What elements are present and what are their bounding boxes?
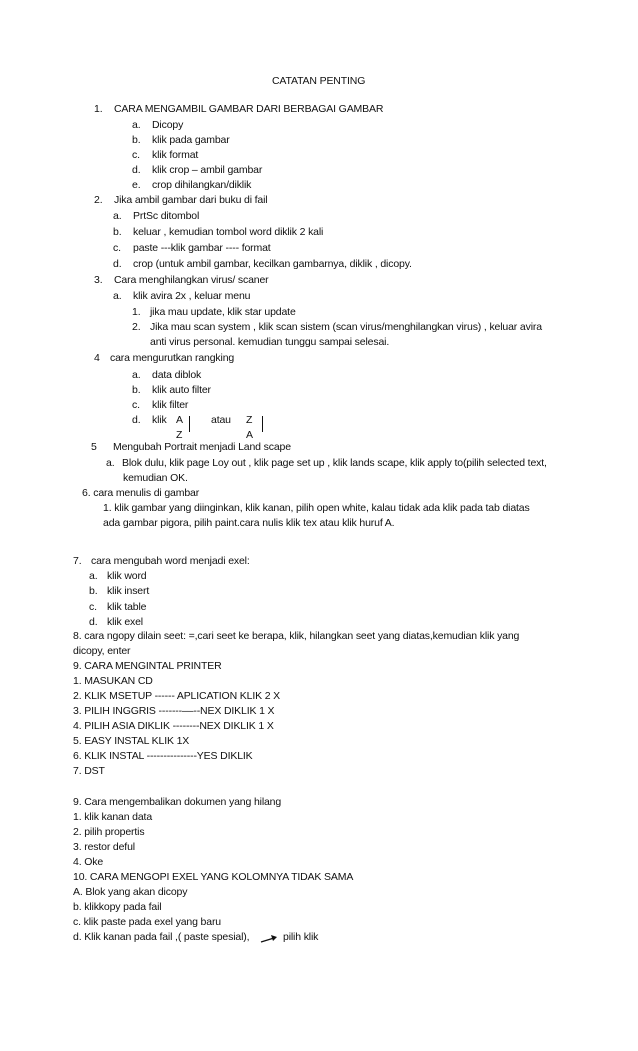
body-line: b. klikkopy pada fail bbox=[73, 901, 162, 913]
list-text: keluar , kemudian tombol word diklik 2 kali bbox=[133, 226, 324, 238]
body-line: 9. CARA MENGINTAL PRINTER bbox=[73, 660, 222, 672]
list-marker: 1. bbox=[132, 306, 141, 318]
body-line: 4. Oke bbox=[73, 856, 104, 868]
list-text: Blok dulu, klik page Loy out , klik page set up , klik lands scape, klik apply to(pilih selected text, bbox=[122, 457, 547, 469]
list-marker: e. bbox=[132, 179, 141, 191]
body-line: 4. PILIH ASIA DIKLIK --------NEX DIKLIK 1 X bbox=[73, 720, 274, 732]
sort-item bbox=[132, 413, 332, 443]
body-line: 8. cara ngopy dilain seet: =,cari seet ke berapa, klik, hilangkan seet yang diatas,kemudian klik yang bbox=[73, 630, 520, 642]
body-line: 7. DST bbox=[73, 765, 105, 777]
list-text: kemudian OK. bbox=[123, 472, 188, 484]
body-line: 2. KLIK MSETUP ------ APLICATION KLIK 2 X bbox=[73, 690, 281, 702]
body-line: 5. EASY INSTAL KLIK 1X bbox=[73, 735, 190, 747]
list-marker: c. bbox=[132, 149, 140, 161]
list-marker: d. bbox=[113, 258, 122, 270]
body-line-text: pilih klik bbox=[283, 931, 319, 943]
body-line: 1. MASUKAN CD bbox=[73, 675, 153, 687]
list-marker: b. bbox=[132, 134, 141, 146]
list-text: klik crop – ambil gambar bbox=[152, 164, 263, 176]
list-marker: 3. bbox=[94, 274, 103, 286]
list-text: PrtSc ditombol bbox=[133, 210, 200, 222]
list-marker: c. bbox=[132, 399, 140, 411]
list-marker: d. bbox=[132, 414, 141, 426]
list-text: cara mengurutkan rangking bbox=[110, 352, 235, 364]
list-marker: d. bbox=[89, 616, 98, 628]
sort-or-label: atau bbox=[211, 414, 231, 426]
list-text: anti virus personal. kemudian tunggu sampai selesai. bbox=[150, 336, 390, 348]
list-text: klik auto filter bbox=[152, 384, 211, 396]
list-text: klik word bbox=[107, 570, 147, 582]
body-line: 3. PILIH INGGRIS -------––--NEX DIKLIK 1 X bbox=[73, 705, 275, 717]
body-line: 9. Cara mengembalikan dokumen yang hilang bbox=[73, 796, 282, 808]
list-marker: 7. bbox=[73, 555, 82, 567]
body-line: c. klik paste pada exel yang baru bbox=[73, 916, 221, 928]
list-text: data diblok bbox=[152, 369, 202, 381]
body-line-text: d. Klik kanan pada fail ,( paste spesial), bbox=[73, 931, 250, 943]
body-line: 2. pilih propertis bbox=[73, 826, 145, 838]
list-text: klik pada gambar bbox=[152, 134, 230, 146]
list-marker: a. bbox=[113, 290, 122, 302]
list-marker: d. bbox=[132, 164, 141, 176]
body-line-with-arrow bbox=[73, 930, 403, 946]
list-text: crop dihilangkan/diklik bbox=[152, 179, 252, 191]
list-marker: a. bbox=[113, 210, 122, 222]
body-line: 1. klik kanan data bbox=[73, 811, 153, 823]
list-marker: a. bbox=[89, 570, 98, 582]
list-text: 1. klik gambar yang diinginkan, klik kanan, pilih open white, kalau tidak ada klik pada tab diatas bbox=[103, 502, 530, 514]
list-marker: 5 bbox=[91, 441, 97, 453]
arrow-right-icon bbox=[260, 932, 280, 948]
document-title: CATATAN PENTING bbox=[272, 75, 366, 87]
list-text: Jika ambil gambar dari buku di fail bbox=[114, 194, 268, 206]
list-marker: a. bbox=[132, 119, 141, 131]
list-marker: a. bbox=[106, 457, 115, 469]
list-marker: b. bbox=[113, 226, 122, 238]
list-marker: 2. bbox=[132, 321, 141, 333]
list-marker: b. bbox=[132, 384, 141, 396]
list-marker: a. bbox=[132, 369, 141, 381]
list-text: cara mengubah word menjadi exel: bbox=[91, 555, 250, 567]
body-line: A. Blok yang akan dicopy bbox=[73, 886, 188, 898]
sort-z-top: Z bbox=[246, 414, 253, 426]
sort-a-top: A bbox=[176, 414, 183, 426]
list-marker: 4 bbox=[94, 352, 100, 364]
list-text: CARA MENGAMBIL GAMBAR DARI BERBAGAI GAMBAR bbox=[114, 103, 384, 115]
body-line: 6. KLIK INSTAL ---------------YES DIKLIK bbox=[73, 750, 253, 762]
body-line: dicopy, enter bbox=[73, 645, 131, 657]
list-marker: b. bbox=[89, 585, 98, 597]
list-text: Mengubah Portrait menjadi Land scape bbox=[113, 441, 291, 453]
list-text: ada gambar pigora, pilih paint.cara nulis klik tex atau klik huruf A. bbox=[103, 517, 395, 529]
body-line: 3. restor deful bbox=[73, 841, 135, 853]
list-marker: c. bbox=[113, 242, 121, 254]
list-text: klik exel bbox=[107, 616, 143, 628]
list-text: klik format bbox=[152, 149, 199, 161]
list-text: Cara menghilangkan virus/ scaner bbox=[114, 274, 269, 286]
sort-z-bottom: Z bbox=[176, 429, 183, 441]
sort-bracket-1 bbox=[189, 416, 190, 432]
list-text: klik bbox=[152, 414, 167, 426]
sort-bracket-2 bbox=[262, 416, 263, 432]
list-text: jika mau update, klik star update bbox=[150, 306, 296, 318]
list-marker: 2. bbox=[94, 194, 103, 206]
list-text: klik avira 2x , keluar menu bbox=[133, 290, 251, 302]
list-text: crop (untuk ambil gambar, kecilkan gambarnya, diklik , dicopy. bbox=[133, 258, 412, 270]
list-text: paste ---klik gambar ---- format bbox=[133, 242, 271, 254]
list-text: klik table bbox=[107, 601, 147, 613]
list-text: Jika mau scan system , klik scan sistem (scan virus/menghilangkan virus) , keluar avira bbox=[150, 321, 542, 333]
sort-a-bottom: A bbox=[246, 429, 253, 441]
list-marker: c. bbox=[89, 601, 97, 613]
list-text: 6. cara menulis di gambar bbox=[82, 487, 200, 499]
list-text: klik filter bbox=[152, 399, 189, 411]
list-marker: 1. bbox=[94, 103, 103, 115]
list-text: Dicopy bbox=[152, 119, 184, 131]
list-text: klik insert bbox=[107, 585, 150, 597]
body-line: 10. CARA MENGOPI EXEL YANG KOLOMNYA TIDAK SAMA bbox=[73, 871, 354, 883]
